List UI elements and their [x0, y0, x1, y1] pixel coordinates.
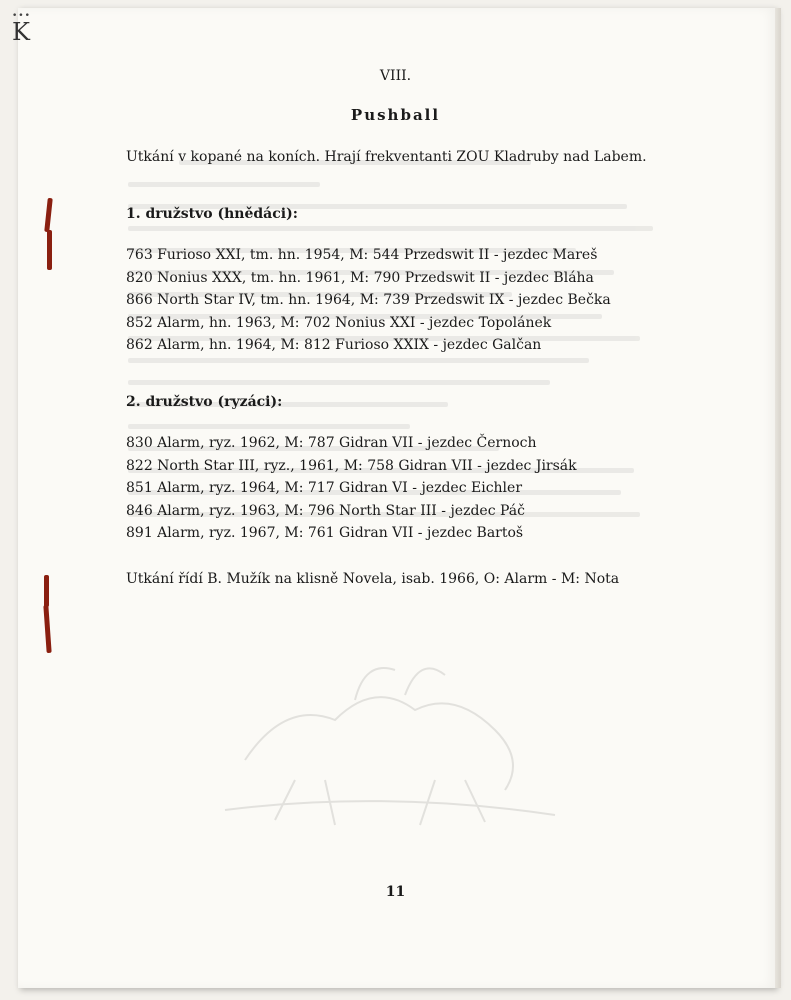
roster-entry: 862 Alarm, hn. 1964, M: 812 Furioso XXIX - jezdec Galčan: [126, 337, 542, 353]
binding-stitch-upper: [44, 190, 54, 280]
roster-entry: 851 Alarm, ryz. 1964, M: 717 Gidran VI - jezdec Eichler: [126, 480, 523, 496]
roster-entry: 846 Alarm, ryz. 1963, M: 796 North Star III - jezdec Páč: [126, 502, 525, 519]
roster-entry: 763 Furioso XXI, tm. hn. 1954, M: 544 Przedswit II - jezdec Mareš: [126, 247, 598, 263]
roster-entry: 830 Alarm, ryz. 1962, M: 787 Gidran VII - jezdec Černoch: [126, 435, 537, 451]
page-number: 11: [385, 884, 406, 900]
faint-horse-illustration: [205, 640, 575, 830]
binding-stitch-lower: [42, 575, 52, 660]
roster-entry: 822 North Star III, ryz., 1961, M: 758 Gidran VII - jezdec Jirsák: [126, 457, 577, 474]
team-1-roster: [126, 244, 611, 357]
k-logo: [12, 12, 34, 48]
logo-dots: •••: [12, 11, 31, 21]
roster-entry: 866 North Star IV, tm. hn. 1964, M: 739 Przedswit IX - jezdec Bečka: [126, 292, 611, 308]
team-1-heading: 1. družstvo (hnědáci):: [126, 206, 298, 222]
chapter-number: VIII.: [379, 68, 412, 84]
section-title: Pushball: [350, 106, 441, 124]
team-2-roster: [126, 432, 577, 545]
page-edge: [775, 8, 781, 988]
logo-letter: K: [12, 18, 30, 46]
team-2-heading: 2. družstvo (ryzáci):: [126, 394, 283, 410]
roster-entry: 891 Alarm, ryz. 1967, M: 761 Gidran VII - jezdec Bartoš: [126, 525, 524, 541]
intro-paragraph: Utkání v kopané na koních. Hrají frekventanti ZOU Kladruby nad Labem.: [126, 149, 647, 165]
roster-entry: 820 Nonius XXX, tm. hn. 1961, M: 790 Przedswit II - jezdec Bláha: [126, 269, 594, 286]
roster-entry: 852 Alarm, hn. 1963, M: 702 Nonius XXI - jezdec Topolánek: [126, 314, 552, 331]
referee-note: Utkání řídí B. Mužík na klisně Novela, isab. 1966, O: Alarm - M: Nota: [126, 571, 620, 587]
